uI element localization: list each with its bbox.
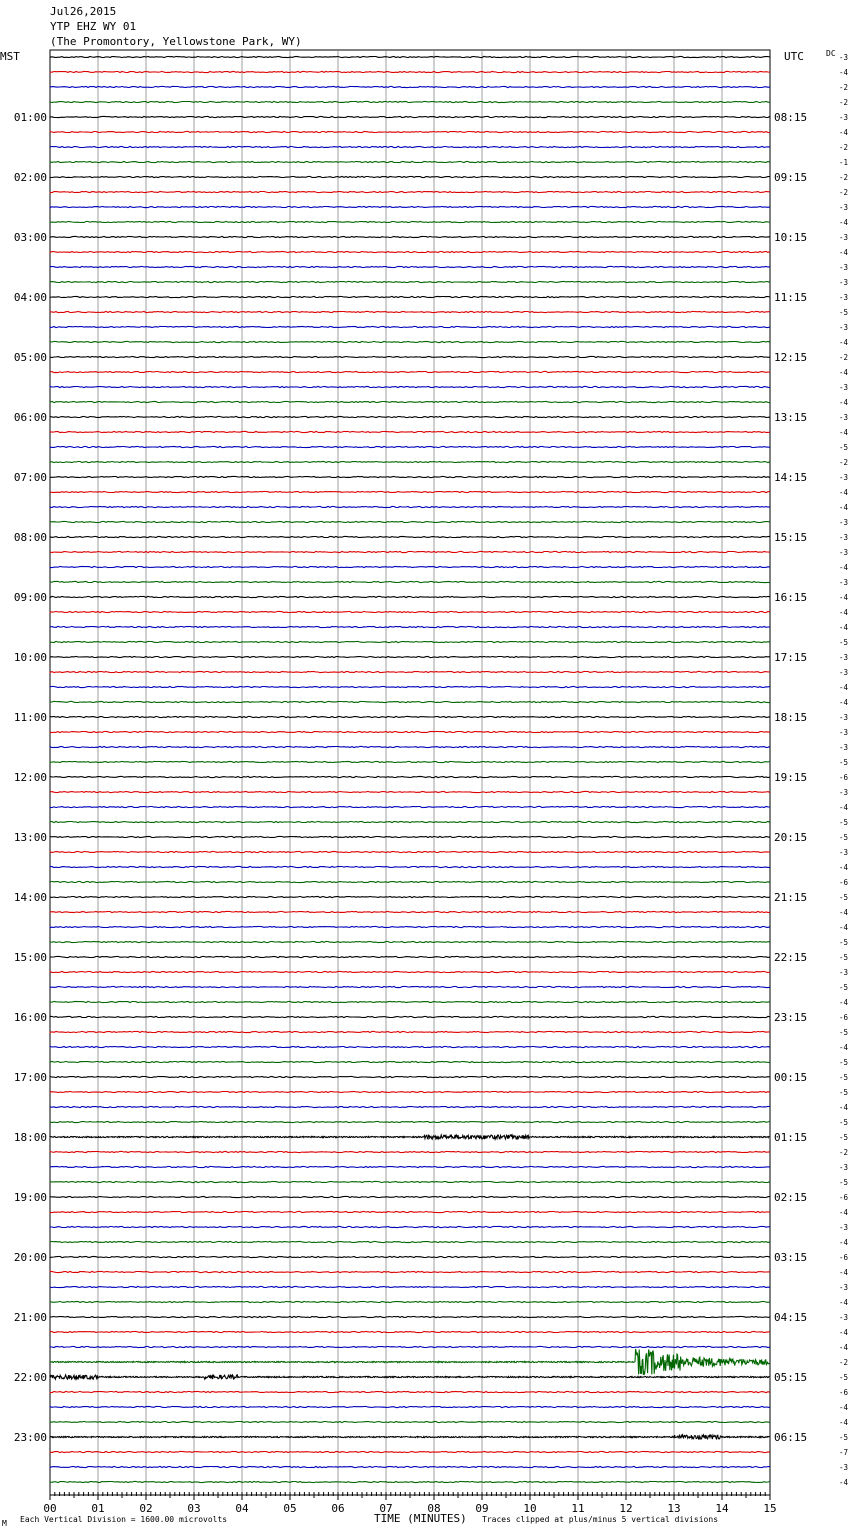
trace-row [50,761,770,762]
dc-offset-label: -3 [838,1283,848,1292]
dc-offset-label: -5 [838,443,848,452]
dc-offset-label: -3 [838,323,848,332]
trace-row [50,356,770,357]
trace-row [50,251,770,252]
trace-row [50,791,770,792]
dc-offset-label: -4 [838,908,848,917]
trace-row [50,911,770,912]
dc-offset-label: -4 [838,923,848,932]
dc-offset-label: -2 [838,188,848,197]
header-station: YTP EHZ WY 01 [50,20,137,33]
right-hour-label: 04:15 [774,1311,808,1324]
dc-offset-label: -4 [838,1298,848,1307]
dc-offset-label: -5 [838,758,848,767]
right-hour-label: 09:15 [774,171,808,184]
trace-row [50,1481,770,1482]
right-hour-label: 15:15 [774,531,808,544]
trace-row [50,341,770,342]
trace-row [50,1316,770,1317]
x-tick-label: 09 [475,1502,489,1515]
right-hour-label: 13:15 [774,411,808,424]
dc-offset-label: -3 [838,578,848,587]
trace-row [50,971,770,972]
trace-row [50,461,770,462]
right-hour-label: 03:15 [774,1251,808,1264]
trace-row [50,1271,770,1272]
trace-row [50,56,770,57]
dc-offset-label: -3 [838,473,848,482]
trace-row [50,641,770,642]
left-hour-label: 10:00 [13,651,47,664]
left-hour-label: 22:00 [13,1371,47,1384]
dc-offset-label: -3 [838,53,848,62]
left-hour-label: 01:00 [13,111,47,124]
right-hour-label: 00:15 [774,1071,808,1084]
header-location: (The Promontory, Yellowstone Park, WY) [50,35,302,48]
trace-row [50,206,770,207]
trace-row [50,1466,770,1467]
dc-offset-label: -2 [838,98,848,107]
x-tick-label: 06 [331,1502,345,1515]
left-timezone-label: MST [0,50,20,63]
dc-offset-label: -6 [838,1193,848,1202]
trace-row [50,521,770,522]
right-timezone-label: UTC [784,50,804,63]
x-tick-label: 15 [763,1502,777,1515]
left-hour-label: 14:00 [13,891,47,904]
right-hour-label: 06:15 [774,1431,808,1444]
x-tick-label: 10 [523,1502,537,1515]
dc-offset-label: -3 [838,263,848,272]
header-date: Jul26,2015 [50,5,117,18]
x-tick-label: 01 [91,1502,105,1515]
dc-offset-label: -5 [838,638,848,647]
trace-row [50,161,770,162]
right-hour-label: 10:15 [774,231,808,244]
trace-row [50,446,770,447]
dc-offset-label: -3 [838,293,848,302]
dc-offset-label: -3 [838,233,848,242]
dc-offset-label: -4 [838,803,848,812]
dc-label: DC [826,49,836,58]
right-hour-label: 11:15 [774,291,808,304]
dc-offset-label: -3 [838,713,848,722]
dc-offset-label: -4 [838,1343,848,1352]
dc-offset-label: -5 [838,1058,848,1067]
dc-offset-label: -3 [838,203,848,212]
dc-offset-label: -6 [838,1013,848,1022]
dc-offset-label: -2 [838,1358,848,1367]
x-tick-label: 08 [427,1502,441,1515]
trace-row [50,941,770,942]
trace-row [50,1226,770,1227]
trace-row [50,956,770,957]
dc-offset-label: -5 [838,983,848,992]
trace-row [50,1301,770,1302]
dc-offset-label: -5 [838,1433,848,1442]
left-hour-label: 02:00 [13,171,47,184]
dc-offset-label: -5 [838,1073,848,1082]
left-hour-label: 03:00 [13,231,47,244]
trace-row [50,866,770,867]
x-axis-label: TIME (MINUTES) [374,1512,467,1525]
dc-offset-label: -3 [838,1463,848,1472]
trace-row [50,431,770,432]
trace-row [50,1091,770,1092]
trace-row [50,1046,770,1047]
trace-row [50,986,770,987]
dc-offset-label: -5 [838,1088,848,1097]
x-tick-label: 00 [43,1502,57,1515]
dc-offset-label: -4 [838,368,848,377]
trace-row [50,1121,770,1122]
left-hour-label: 04:00 [13,291,47,304]
dc-offset-label: -4 [838,623,848,632]
trace-row [50,131,770,132]
trace-row [50,1256,770,1257]
left-hour-label: 20:00 [13,1251,47,1264]
trace-row [50,266,770,267]
corner-mark: M [2,1519,7,1528]
trace-row [50,701,770,702]
right-hour-label: 19:15 [774,771,808,784]
trace-row [50,191,770,192]
dc-offset-label: -4 [838,593,848,602]
dc-offset-label: -4 [838,428,848,437]
x-tick-label: 03 [187,1502,201,1515]
dc-offset-label: -3 [838,743,848,752]
dc-offset-label: -3 [838,548,848,557]
trace-row [50,1451,770,1452]
dc-offset-label: -3 [838,383,848,392]
dc-offset-label: -3 [838,1313,848,1322]
trace-row [50,656,770,657]
right-hour-label: 14:15 [774,471,808,484]
dc-offset-label: -5 [838,893,848,902]
trace-row [50,221,770,222]
right-hour-label: 12:15 [774,351,808,364]
left-hour-label: 19:00 [13,1191,47,1204]
trace-row [50,1241,770,1242]
dc-offset-label: -6 [838,878,848,887]
right-hour-label: 16:15 [774,591,808,604]
left-hour-label: 06:00 [13,411,47,424]
left-hour-label: 07:00 [13,471,47,484]
dc-offset-label: -2 [838,1148,848,1157]
right-hour-label: 08:15 [774,111,808,124]
dc-offset-label: -4 [838,1238,848,1247]
dc-offset-label: -4 [838,218,848,227]
dc-offset-label: -5 [838,1373,848,1382]
dc-offset-label: -6 [838,773,848,782]
trace-row [50,311,770,312]
trace-row [50,881,770,882]
trace-row [50,1151,770,1152]
trace-row [50,536,770,537]
dc-offset-label: -5 [838,938,848,947]
trace-row [50,581,770,582]
dc-offset-label: -5 [838,1178,848,1187]
trace-row [50,1331,770,1332]
trace-row [50,686,770,687]
dc-offset-label: -6 [838,1253,848,1262]
right-hour-label: 23:15 [774,1011,808,1024]
trace-row [50,1076,770,1077]
trace-row [50,806,770,807]
right-hour-label: 02:15 [774,1191,808,1204]
trace-row [50,1211,770,1212]
dc-offset-label: -6 [838,1388,848,1397]
right-hour-label: 21:15 [774,891,808,904]
trace-row [50,326,770,327]
right-hour-label: 18:15 [774,711,808,724]
dc-offset-label: -3 [838,1223,848,1232]
dc-offset-label: -4 [838,1328,848,1337]
dc-offset-label: -3 [838,848,848,857]
trace-row [50,896,770,897]
left-hour-label: 15:00 [13,951,47,964]
trace-row [50,836,770,837]
trace-row [50,1061,770,1062]
trace-row [50,116,770,117]
left-hour-label: 18:00 [13,1131,47,1144]
right-hour-label: 17:15 [774,651,808,664]
dc-offset-label: -4 [838,1268,848,1277]
left-hour-label: 13:00 [13,831,47,844]
dc-offset-label: -5 [838,953,848,962]
right-hour-label: 05:15 [774,1371,808,1384]
x-tick-label: 05 [283,1502,297,1515]
trace-row [50,1001,770,1002]
dc-offset-label: -3 [838,728,848,737]
dc-offset-label: -4 [838,398,848,407]
trace-row [50,1346,770,1347]
dc-offset-label: -2 [838,83,848,92]
dc-offset-label: -5 [838,1118,848,1127]
trace-row [50,386,770,387]
left-hour-label: 12:00 [13,771,47,784]
dc-offset-label: -4 [838,863,848,872]
dc-offset-label: -4 [838,503,848,512]
trace-row [50,716,770,717]
dc-offset-label: -4 [838,608,848,617]
scale-note: Each Vertical Division = 1600.00 microvolts [20,1515,228,1524]
dc-offset-label: -2 [838,143,848,152]
left-hour-label: 17:00 [13,1071,47,1084]
dc-offset-label: -4 [838,563,848,572]
trace-row [50,1349,769,1375]
trace-row [50,1421,770,1422]
x-tick-label: 14 [715,1502,729,1515]
trace-row [50,476,770,477]
dc-offset-label: -4 [838,68,848,77]
dc-offset-label: -3 [838,113,848,122]
left-hour-label: 23:00 [13,1431,47,1444]
trace-row [50,566,770,567]
trace-row [50,746,770,747]
trace-row [50,671,770,672]
left-hour-label: 08:00 [13,531,47,544]
dc-offset-label: -3 [838,653,848,662]
trace-row [50,551,770,552]
trace-row [50,731,770,732]
dc-offset-label: -3 [838,788,848,797]
trace-row [50,611,770,612]
trace-row [50,86,770,87]
dc-offset-label: -5 [838,1028,848,1037]
left-hour-label: 16:00 [13,1011,47,1024]
trace-row [50,1391,770,1392]
dc-offset-label: -4 [838,488,848,497]
dc-offset-label: -3 [838,1163,848,1172]
left-hour-label: 05:00 [13,351,47,364]
left-hour-label: 09:00 [13,591,47,604]
dc-offset-label: -4 [838,128,848,137]
trace-row [50,626,770,627]
dc-offset-label: -3 [838,668,848,677]
left-hour-label: 11:00 [13,711,47,724]
dc-offset-label: -4 [838,1103,848,1112]
right-hour-label: 22:15 [774,951,808,964]
x-tick-label: 11 [571,1502,585,1515]
dc-offset-label: -3 [838,278,848,287]
trace-row [50,596,770,597]
trace-row [50,1016,770,1017]
dc-offset-label: -4 [838,1208,848,1217]
dc-offset-label: -5 [838,308,848,317]
trace-row [50,371,770,372]
x-tick-label: 13 [667,1502,681,1515]
dc-offset-label: -5 [838,1133,848,1142]
dc-offset-label: -4 [838,1043,848,1052]
dc-offset-label: -2 [838,353,848,362]
x-tick-label: 12 [619,1502,633,1515]
trace-row [50,491,770,492]
dc-offset-label: -4 [838,698,848,707]
dc-offset-label: -3 [838,533,848,542]
dc-offset-label: -4 [838,1478,848,1487]
trace-row [50,1406,770,1407]
dc-offset-label: -4 [838,1418,848,1427]
x-tick-label: 04 [235,1502,249,1515]
left-hour-label: 21:00 [13,1311,47,1324]
trace-row [50,1181,770,1182]
trace-row [50,821,770,822]
dc-offset-label: -4 [838,248,848,257]
trace-row [50,146,770,147]
trace-row [50,1196,770,1197]
x-tick-label: 07 [379,1502,393,1515]
clip-note: Traces clipped at plus/minus 5 vertical divisions [482,1515,719,1524]
dc-offset-label: -5 [838,833,848,842]
dc-offset-label: -3 [838,413,848,422]
trace-row [50,1106,770,1107]
trace-row [50,71,770,72]
trace-row [50,506,770,507]
trace-row [50,851,770,852]
trace-row [50,926,770,927]
trace-row [50,1286,770,1287]
trace-row [50,296,770,297]
dc-offset-label: -4 [838,1403,848,1412]
trace-row [50,1166,770,1167]
trace-row [50,236,770,237]
dc-offset-label: -7 [838,1448,848,1457]
dc-offset-label: -2 [838,173,848,182]
right-hour-label: 20:15 [774,831,808,844]
dc-offset-label: -4 [838,683,848,692]
trace-row [50,176,770,177]
trace-row [50,101,770,102]
dc-offset-label: -5 [838,818,848,827]
trace-row [50,1031,770,1032]
trace-row [50,1375,769,1379]
dc-offset-label: -3 [838,968,848,977]
trace-row [50,281,770,282]
trace-row [50,416,770,417]
dc-offset-label: -3 [838,518,848,527]
trace-row [50,401,770,402]
trace-row [50,776,770,777]
trace-row [50,1435,769,1439]
dc-offset-label: -1 [838,158,848,167]
trace-row [50,1135,769,1139]
dc-offset-label: -4 [838,338,848,347]
dc-offset-label: -4 [838,998,848,1007]
dc-offset-label: -2 [838,458,848,467]
right-hour-label: 01:15 [774,1131,808,1144]
x-tick-label: 02 [139,1502,153,1515]
